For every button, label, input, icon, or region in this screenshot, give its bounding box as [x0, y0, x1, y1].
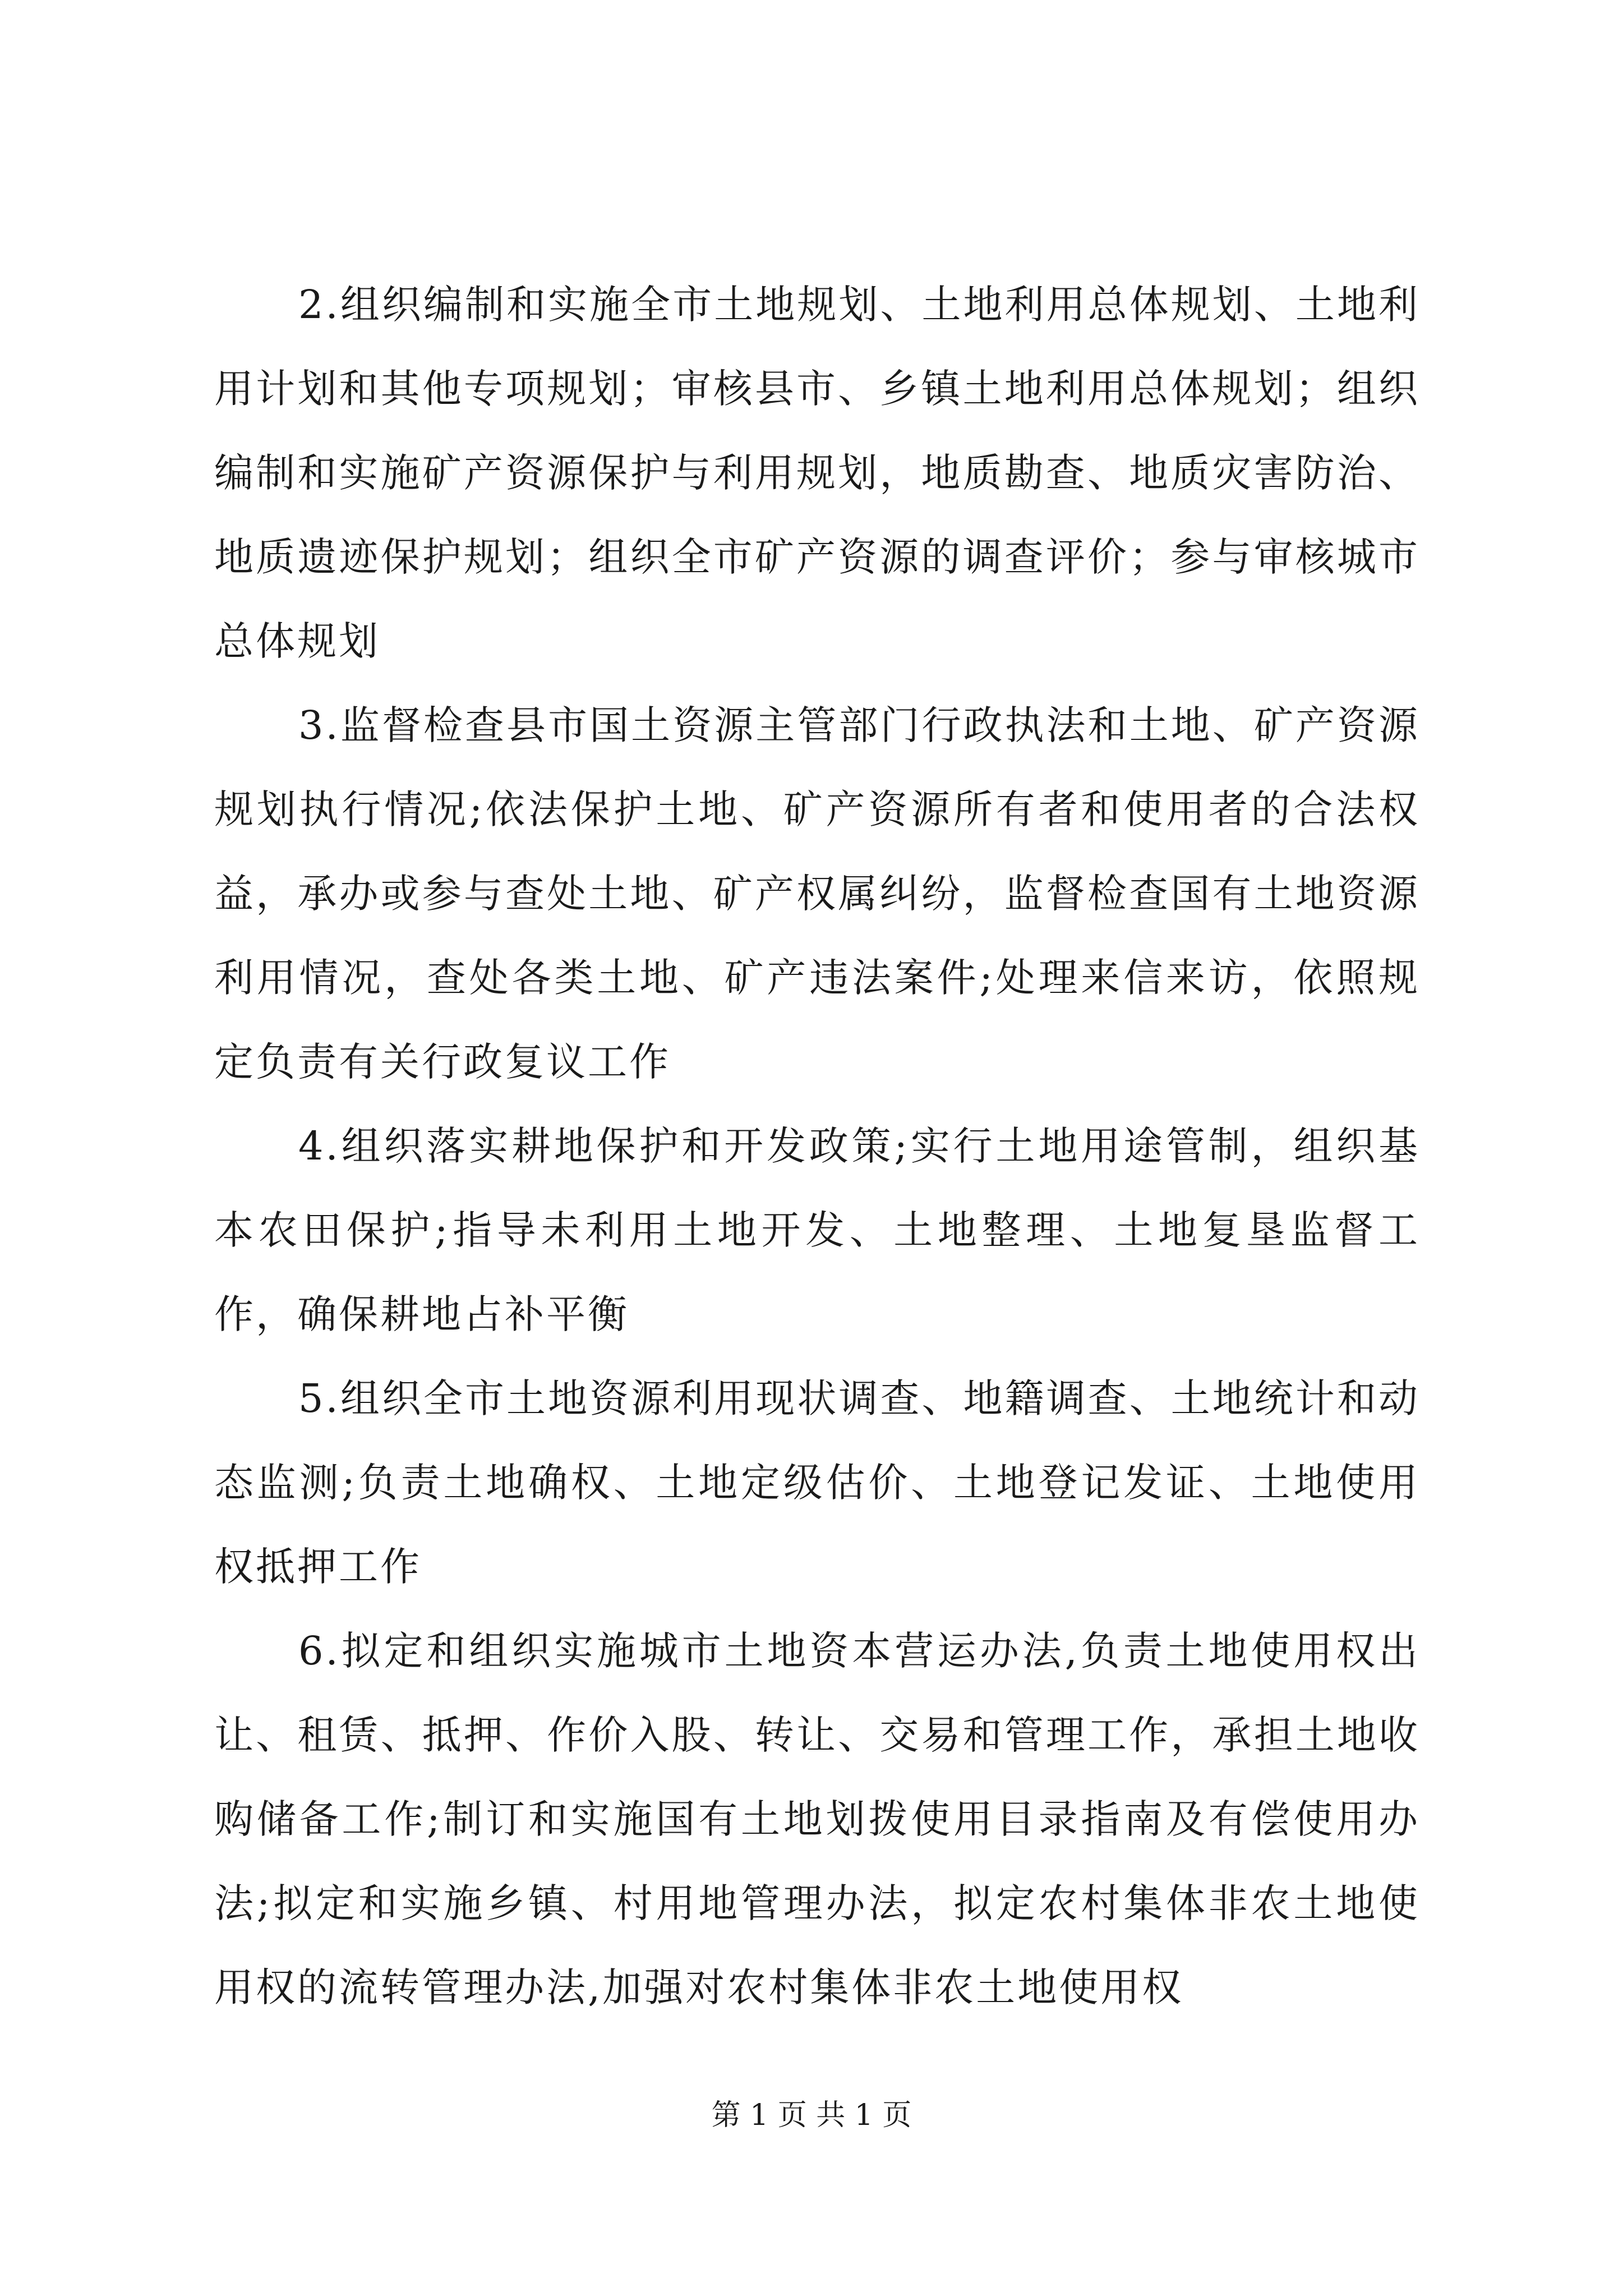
paragraph-item-4: 4.组织落实耕地保护和开发政策;实行土地用途管制，组织基本农田保护;指导未利用土地开发、土地整理、土地复垦监督工作，确保耕地占补平衡 — [214, 1123, 1420, 1337]
paragraph-item-5: 5.组织全市土地资源利用现状调查、地籍调查、土地统计和动态监测;负责土地确权、土地定级估价、土地登记发证、土地使用权抵押工作 — [214, 1375, 1420, 1590]
document-body — [214, 263, 1420, 2030]
page-footer: 第 1 页 共 1 页 — [711, 2099, 912, 2132]
paragraph-item-6: 6.拟定和组织实施城市土地资本营运办法,负责土地使用权出让、租赁、抵押、作价入股、转让、交易和管理工作，承担土地收购储备工作;制订和实施国有土地划拨使用目录指南及有偿使用办法;拟定和实施乡镇、村用地管理办法，拟定农村集体非农土地使用权的流转管理办法,加强对农村集体非农土地使用权 — [214, 1628, 1420, 2010]
paragraph-item-2: 2.组织编制和实施全市土地规划、土地利用总体规划、土地利用计划和其他专项规划；审核县市、乡镇土地利用总体规划；组织编制和实施矿产资源保护与利用规划，地质勘查、地质灾害防治、地质遗迹保护规划；组织全市矿产资源的调查评价；参与审核城市总体规划 — [214, 282, 1420, 664]
paragraph-item-3: 3.监督检查县市国土资源主管部门行政执法和土地、矿产资源规划执行情况;依法保护土地、矿产资源所有者和使用者的合法权益，承办或参与查处土地、矿产权属纠纷，监督检查国有土地资源利用情况，查处各类土地、矿产违法案件;处理来信来访，依照规定负责有关行政复议工作 — [214, 702, 1420, 1085]
